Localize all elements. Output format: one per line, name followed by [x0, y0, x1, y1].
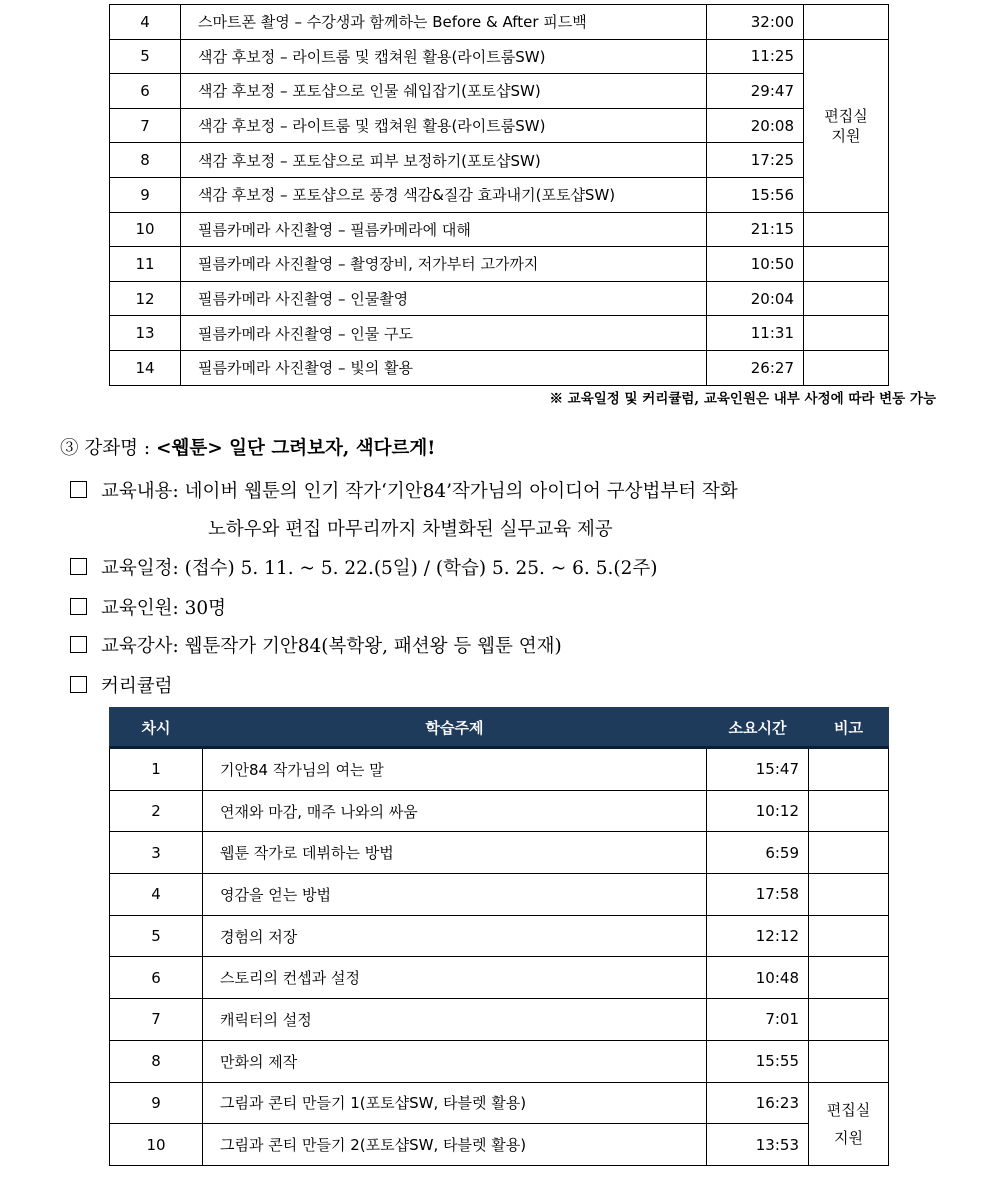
table-row: [110, 999, 889, 1041]
table-row: [110, 915, 889, 957]
table-row: [110, 1082, 889, 1124]
session-number: 11: [110, 247, 181, 282]
session-duration: 17:25: [707, 143, 804, 178]
session-duration: 12:12: [707, 915, 809, 957]
session-number: 4: [110, 5, 181, 40]
session-duration: 16:23: [707, 1082, 809, 1124]
note-line: 편집실: [824, 106, 868, 125]
session-number: 14: [110, 350, 181, 385]
session-note: [804, 350, 889, 385]
curriculum-table-webtoon: [109, 707, 889, 1166]
session-duration: 15:55: [707, 1040, 809, 1082]
table-row: [110, 177, 889, 212]
session-duration: 26:27: [707, 350, 804, 385]
session-note: [804, 5, 889, 40]
session-duration: 10:48: [707, 957, 809, 999]
session-note: [809, 790, 889, 832]
table-row: [110, 350, 889, 385]
table-row: [110, 143, 889, 178]
table-row: [110, 108, 889, 143]
session-number: 12: [110, 281, 181, 316]
table-header-row: [110, 708, 889, 748]
table-row: [110, 212, 889, 247]
table-row: [110, 832, 889, 874]
info-curriculum: [70, 672, 172, 698]
session-note: [809, 1040, 889, 1082]
table-row: [110, 790, 889, 832]
session-number: 5: [110, 39, 181, 74]
info-schedule-text: 교육일정: (접수) 5. 11. ~ 5. 22.(5일) / (학습) 5. 25. ~ 6. 5.(2주): [101, 558, 658, 579]
session-topic: 연재와 마감, 매주 나와의 싸움: [203, 790, 707, 832]
table-row: [110, 247, 889, 282]
session-topic: 색감 후보정 – 포토샵으로 인물 쉐입잡기(포토샵SW): [181, 74, 707, 109]
curriculum-table-photo: [109, 4, 889, 386]
session-note: [809, 832, 889, 874]
session-topic: 스마트폰 촬영 – 수강생과 함께하는 Before & After 피드백: [181, 5, 707, 40]
session-number: 10: [110, 212, 181, 247]
info-content-continuation: 노하우와 편집 마무리까지 차별화된 실무교육 제공: [208, 519, 613, 540]
session-topic: 필름카메라 사진촬영 – 촬영장비, 저가부터 고가까지: [181, 247, 707, 282]
note-line: 지원: [831, 126, 861, 145]
session-number: 2: [110, 790, 203, 832]
table-row: [110, 748, 889, 791]
info-count-text: 교육인원: 30명: [101, 598, 227, 619]
session-duration: 11:25: [707, 39, 804, 74]
session-topic: 필름카메라 사진촬영 – 빛의 활용: [181, 350, 707, 385]
checkbox-square-icon: [70, 598, 87, 615]
table-row: [110, 281, 889, 316]
info-instructor: [70, 632, 562, 658]
session-note: [809, 957, 889, 999]
session-note-editing-support: [804, 39, 889, 212]
session-number: 7: [110, 108, 181, 143]
session-topic: 필름카메라 사진촬영 – 인물 구도: [181, 316, 707, 351]
session-number: 6: [110, 74, 181, 109]
session-topic: 색감 후보정 – 포토샵으로 풍경 색감&질감 효과내기(포토샵SW): [181, 177, 707, 212]
session-number: 5: [110, 915, 203, 957]
session-duration: 10:12: [707, 790, 809, 832]
session-duration: 29:47: [707, 74, 804, 109]
session-topic: 웹툰 작가로 데뷔하는 방법: [203, 832, 707, 874]
session-number: 4: [110, 874, 203, 916]
table-row: [110, 1040, 889, 1082]
course-title-name: <웹툰> 일단 그려보자, 색다르게!: [156, 438, 436, 459]
session-duration: 20:08: [707, 108, 804, 143]
info-curriculum-text: 커리큘럼: [101, 676, 173, 697]
session-duration: 13:53: [707, 1124, 809, 1166]
session-note: [804, 212, 889, 247]
checkbox-square-icon: [70, 676, 87, 693]
session-number: 1: [110, 748, 203, 791]
session-number: 9: [110, 1082, 203, 1124]
session-note: [809, 748, 889, 791]
checkbox-square-icon: [70, 636, 87, 653]
course-title-prefix: ③ 강좌명 :: [60, 438, 156, 459]
session-duration: 11:31: [707, 316, 804, 351]
session-number: 10: [110, 1124, 203, 1166]
header-topic: 학습주제: [203, 708, 707, 748]
session-duration: 10:50: [707, 247, 804, 282]
session-topic: 영감을 얻는 방법: [203, 874, 707, 916]
table-row: [110, 39, 889, 74]
session-note: [809, 915, 889, 957]
session-number: 6: [110, 957, 203, 999]
session-topic: 색감 후보정 – 포토샵으로 피부 보정하기(포토샵SW): [181, 143, 707, 178]
header-duration: 소요시간: [707, 708, 809, 748]
session-note: [804, 316, 889, 351]
session-number: 3: [110, 832, 203, 874]
session-topic: 색감 후보정 – 라이트룸 및 캡쳐원 활용(라이트룸SW): [181, 108, 707, 143]
session-duration: 15:56: [707, 177, 804, 212]
session-note: [809, 874, 889, 916]
note-line: 편집실: [826, 1100, 871, 1119]
session-topic: 만화의 제작: [203, 1040, 707, 1082]
session-topic: 필름카메라 사진촬영 – 인물촬영: [181, 281, 707, 316]
session-duration: 6:59: [707, 832, 809, 874]
session-topic: 경험의 저장: [203, 915, 707, 957]
session-duration: 21:15: [707, 212, 804, 247]
table-row: [110, 874, 889, 916]
session-number: 8: [110, 143, 181, 178]
header-note: 비고: [809, 708, 889, 748]
table-row: [110, 957, 889, 999]
session-topic: 기안84 작가님의 여는 말: [203, 748, 707, 791]
session-topic: 색감 후보정 – 라이트룸 및 캡쳐원 활용(라이트룸SW): [181, 39, 707, 74]
session-number: 13: [110, 316, 181, 351]
session-topic: 그림과 콘티 만들기 2(포토샵SW, 타블렛 활용): [203, 1124, 707, 1166]
checkbox-square-icon: [70, 558, 87, 575]
session-note: [804, 281, 889, 316]
session-topic: 필름카메라 사진촬영 – 필름카메라에 대해: [181, 212, 707, 247]
session-note: [809, 999, 889, 1041]
table-row: [110, 74, 889, 109]
header-session: 차시: [110, 708, 203, 748]
info-schedule: [70, 554, 657, 580]
session-note-editing-support: [809, 1082, 889, 1165]
info-content-text: 교육내용: 네이버 웹툰의 인기 작가‘기안84’작가님의 아이디어 구상법부터 작화: [101, 481, 738, 502]
info-instructor-text: 교육강사: 웹툰작가 기안84(복학왕, 패션왕 등 웹툰 연재): [101, 636, 562, 657]
course-title: [60, 434, 435, 460]
session-number: 9: [110, 177, 181, 212]
session-duration: 7:01: [707, 999, 809, 1041]
session-topic: 그림과 콘티 만들기 1(포토샵SW, 타블렛 활용): [203, 1082, 707, 1124]
session-note: [804, 247, 889, 282]
checkbox-square-icon: [70, 481, 87, 498]
session-duration: 20:04: [707, 281, 804, 316]
session-duration: 32:00: [707, 5, 804, 40]
info-content: [70, 477, 738, 503]
note-line: 지원: [834, 1128, 863, 1147]
session-topic: 스토리의 컨셉과 설정: [203, 957, 707, 999]
session-number: 7: [110, 999, 203, 1041]
session-duration: 17:58: [707, 874, 809, 916]
schedule-change-note: ※ 교육일정 및 커리큘럼, 교육인원은 내부 사정에 따라 변동 가능: [549, 391, 936, 407]
table-row: [110, 5, 889, 40]
session-topic: 캐릭터의 설정: [203, 999, 707, 1041]
table-row: [110, 316, 889, 351]
info-count: [70, 594, 226, 620]
session-duration: 15:47: [707, 748, 809, 791]
session-number: 8: [110, 1040, 203, 1082]
table-row: [110, 1124, 889, 1166]
